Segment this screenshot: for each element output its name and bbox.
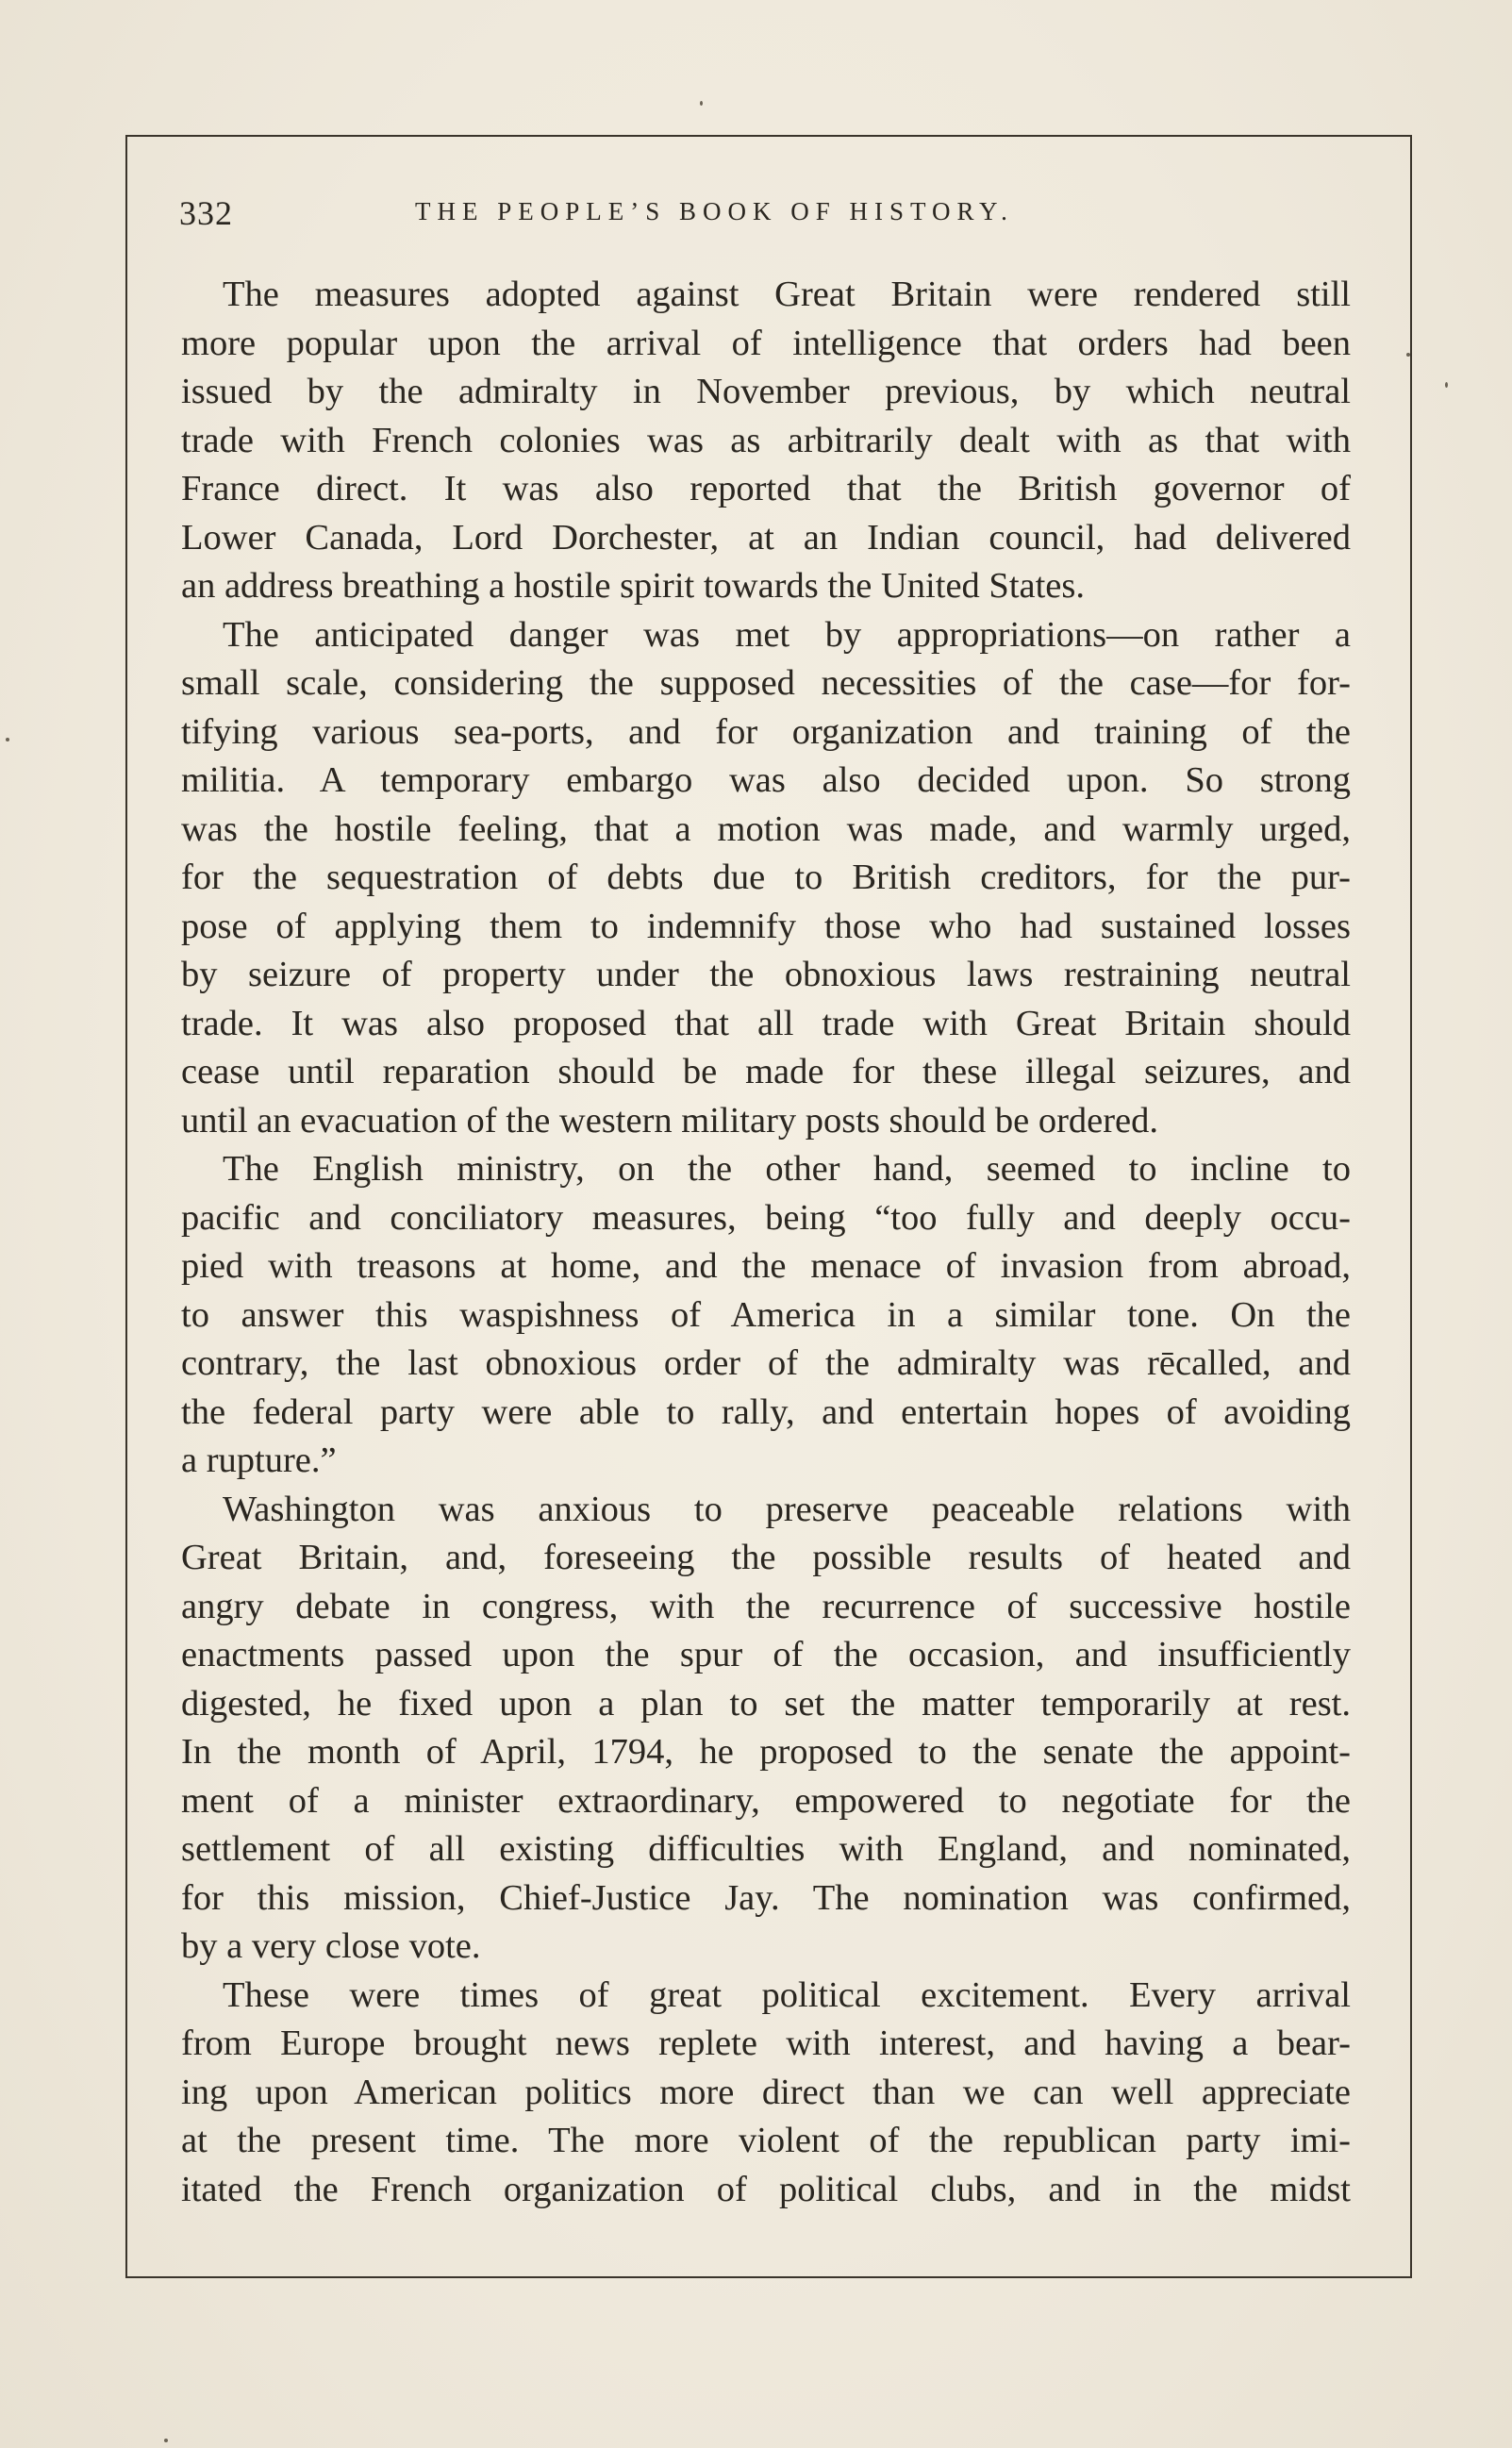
text-line: issued by the admiralty in November previous, by which neutral bbox=[181, 372, 1351, 411]
paragraph bbox=[181, 271, 1351, 611]
text-line: trade with French colonies was as arbitrarily dealt with as that with bbox=[181, 420, 1351, 460]
text-line: angry debate in congress, with the recurrence of successive hostile bbox=[181, 1586, 1351, 1626]
text-line: militia. A temporary embargo was also decided upon. So strong bbox=[181, 760, 1351, 800]
text-line: from Europe brought news replete with interest, and having a bear- bbox=[181, 2023, 1351, 2063]
text-line: cease until reparation should be made for these illegal seizures, and bbox=[181, 1052, 1351, 1091]
text-line: to answer this waspishness of America in a similar tone. On the bbox=[181, 1294, 1351, 1335]
text-line: In the month of April, 1794, he proposed to the senate the appoint- bbox=[181, 1732, 1351, 1772]
speck-mark bbox=[6, 738, 9, 741]
text-line: small scale, considering the supposed necessities of the case—for for- bbox=[181, 663, 1351, 703]
speck-mark bbox=[1445, 382, 1448, 388]
text-line: for the sequestration of debts due to British creditors, for the pur- bbox=[181, 858, 1351, 897]
text-line: The English ministry, on the other hand, seemed to incline to bbox=[223, 1149, 1351, 1189]
text-line: the federal party were able to rally, and entertain hopes of avoiding bbox=[181, 1391, 1351, 1432]
text-line: ment of a minister extraordinary, empowered to negotiate for the bbox=[181, 1780, 1351, 1821]
page-number: 332 bbox=[179, 194, 233, 232]
text-line: ing upon American politics more direct than we can well appreciate bbox=[181, 2072, 1351, 2112]
text-line: These were times of great political excitement. Every arrival bbox=[223, 1974, 1351, 2015]
text-line: more popular upon the arrival of intelligence that orders had been bbox=[181, 323, 1351, 363]
text-line: trade. It was also proposed that all trade with Great Britain should bbox=[181, 1003, 1351, 1043]
text-line: Great Britain, and, foreseeing the possible results of heated and bbox=[181, 1538, 1351, 1577]
text-line: by a very close vote. bbox=[181, 1926, 481, 1966]
text-line: contrary, the last obnoxious order of the admiralty was rēcalled, and bbox=[181, 1343, 1351, 1383]
speck-mark bbox=[700, 101, 703, 106]
paragraph bbox=[181, 1972, 1351, 2215]
text-line: an address breathing a hostile spirit towards the United States. bbox=[181, 566, 1086, 606]
text-line: at the present time. The more violent of the republican party imi- bbox=[181, 2121, 1351, 2160]
text-line: a rupture.” bbox=[181, 1440, 337, 1480]
text-line: by seizure of property under the obnoxious laws restraining neutral bbox=[181, 955, 1351, 994]
text-line: tifying various sea-ports, and for organization and training of the bbox=[181, 711, 1351, 752]
text-line: settlement of all existing difficulties with England, and nominated, bbox=[181, 1829, 1351, 1869]
text-line: The anticipated danger was met by appropriations—on rather a bbox=[223, 614, 1351, 655]
text-line: for this mission, Chief-Justice Jay. The nomination was confirmed, bbox=[181, 1877, 1351, 1918]
text-line: was the hostile feeling, that a motion was made, and warmly urged, bbox=[181, 808, 1351, 849]
body-text bbox=[181, 271, 1351, 2214]
speck-mark bbox=[164, 2439, 168, 2442]
text-line: pacific and conciliatory measures, being “too fully and deeply occu- bbox=[181, 1197, 1351, 1238]
text-line: Washington was anxious to preserve peaceable relations with bbox=[223, 1489, 1351, 1529]
speck-mark bbox=[1406, 353, 1410, 357]
text-line: Lower Canada, Lord Dorchester, at an Indian council, had delivered bbox=[181, 517, 1351, 558]
text-line: until an evacuation of the western military posts should be ordered. bbox=[181, 1100, 1159, 1141]
text-line: itated the French organization of political clubs, and in the midst bbox=[181, 2169, 1351, 2209]
text-line: pose of applying them to indemnify those who had sustained losses bbox=[181, 906, 1351, 946]
paragraph bbox=[181, 1486, 1351, 1972]
paragraph bbox=[181, 611, 1351, 1146]
text-line: France direct. It was also reported that the British governor of bbox=[181, 469, 1351, 508]
text-line: digested, he fixed upon a plan to set the matter temporarily at rest. bbox=[181, 1683, 1351, 1724]
running-head: THE PEOPLE’S BOOK OF HISTORY. bbox=[415, 197, 1014, 225]
text-line: enactments passed upon the spur of the occasion, and insufficiently bbox=[181, 1635, 1351, 1674]
text-line: pied with treasons at home, and the menace of invasion from abroad, bbox=[181, 1246, 1351, 1286]
paragraph bbox=[181, 1145, 1351, 1486]
text-line: The measures adopted against Great Britain were rendered still bbox=[223, 275, 1351, 314]
page-header bbox=[179, 193, 1349, 241]
